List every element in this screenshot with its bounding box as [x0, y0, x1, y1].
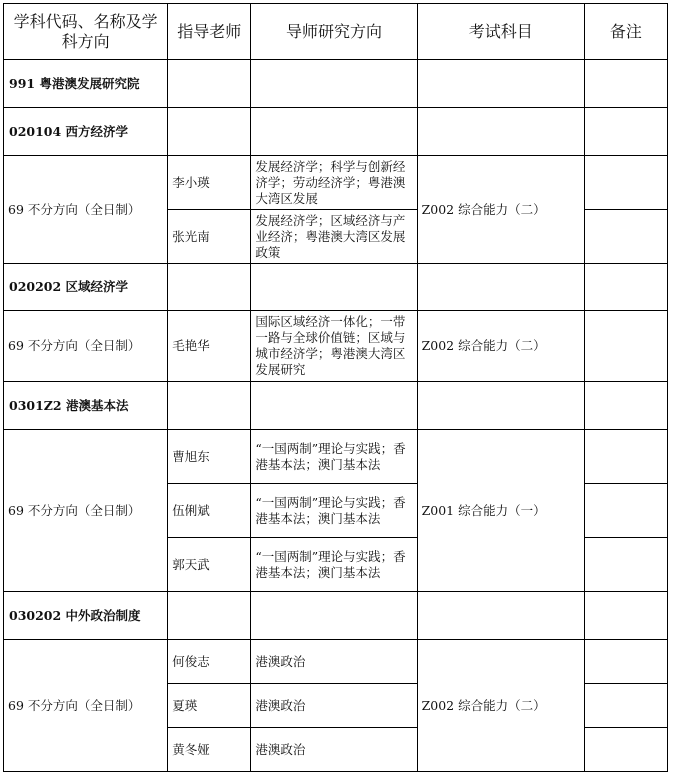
- research-topic: 港澳政治: [251, 640, 417, 684]
- note-cell: [584, 640, 667, 684]
- empty-cell: [251, 108, 417, 156]
- empty-cell: [417, 382, 584, 430]
- header-subject: 学科代码、名称及学科方向: [4, 4, 168, 60]
- tutor-name: 曹旭东: [168, 430, 251, 484]
- header-tutor: 指导老师: [168, 4, 251, 60]
- note-cell: [584, 728, 667, 772]
- note-cell: [584, 210, 667, 264]
- empty-cell: [584, 382, 667, 430]
- section-header-row: [4, 382, 668, 430]
- tutor-name: 伍俐斌: [168, 484, 251, 538]
- research-topic: 发展经济学；区域经济与产业经济；粤港澳大湾区发展政策: [251, 210, 417, 264]
- header-note: 备注: [584, 4, 667, 60]
- table-row: [4, 640, 668, 684]
- empty-cell: [251, 60, 417, 108]
- tutor-name: 夏瑛: [168, 684, 251, 728]
- header-research: 导师研究方向: [251, 4, 417, 60]
- empty-cell: [584, 592, 667, 640]
- empty-cell: [168, 60, 251, 108]
- research-topic: 港澳政治: [251, 684, 417, 728]
- empty-cell: [417, 60, 584, 108]
- empty-cell: [251, 592, 417, 640]
- table-row: [4, 311, 668, 382]
- research-topic: 港澳政治: [251, 728, 417, 772]
- program-table: [3, 3, 668, 772]
- empty-cell: [584, 108, 667, 156]
- tutor-name: 毛艳华: [168, 311, 251, 382]
- empty-cell: [168, 264, 251, 311]
- empty-cell: [417, 108, 584, 156]
- research-topic: “一国两制”理论与实践；香港基本法；澳门基本法: [251, 430, 417, 484]
- note-cell: [584, 311, 667, 382]
- tutor-name: 郭天武: [168, 538, 251, 592]
- table-row: [4, 156, 668, 210]
- institute-row: [4, 60, 668, 108]
- section-code: 020104 西方经济学: [4, 108, 168, 156]
- section-code: 020202 区域经济学: [4, 264, 168, 311]
- direction-cell: 69 不分方向（全日制）: [4, 430, 168, 592]
- note-cell: [584, 156, 667, 210]
- header-row: [4, 4, 668, 60]
- research-topic: 发展经济学；科学与创新经济学；劳动经济学；粤港澳大湾区发展: [251, 156, 417, 210]
- tutor-name: 何俊志: [168, 640, 251, 684]
- research-topic: “一国两制”理论与实践；香港基本法；澳门基本法: [251, 484, 417, 538]
- direction-cell: 69 不分方向（全日制）: [4, 156, 168, 264]
- direction-cell: 69 不分方向（全日制）: [4, 311, 168, 382]
- exam-subject: Z002 综合能力（二）: [417, 311, 584, 382]
- empty-cell: [417, 592, 584, 640]
- empty-cell: [168, 108, 251, 156]
- exam-subject: Z002 综合能力（二）: [417, 156, 584, 264]
- empty-cell: [251, 382, 417, 430]
- exam-subject: Z001 综合能力（一）: [417, 430, 584, 592]
- note-cell: [584, 484, 667, 538]
- tutor-name: 李小瑛: [168, 156, 251, 210]
- empty-cell: [168, 382, 251, 430]
- tutor-name: 张光南: [168, 210, 251, 264]
- section-code: 030202 中外政治制度: [4, 592, 168, 640]
- section-code: 0301Z2 港澳基本法: [4, 382, 168, 430]
- section-header-row: [4, 592, 668, 640]
- table-row: [4, 430, 668, 484]
- tutor-name: 黄冬娅: [168, 728, 251, 772]
- exam-subject: Z002 综合能力（二）: [417, 640, 584, 772]
- empty-cell: [251, 264, 417, 311]
- research-topic: 国际区域经济一体化；一带一路与全球价值链；区域与城市经济学；粤港澳大湾区发展研究: [251, 311, 417, 382]
- note-cell: [584, 538, 667, 592]
- empty-cell: [584, 60, 667, 108]
- section-header-row: [4, 264, 668, 311]
- note-cell: [584, 684, 667, 728]
- note-cell: [584, 430, 667, 484]
- research-topic: “一国两制”理论与实践；香港基本法；澳门基本法: [251, 538, 417, 592]
- empty-cell: [168, 592, 251, 640]
- empty-cell: [584, 264, 667, 311]
- direction-cell: 69 不分方向（全日制）: [4, 640, 168, 772]
- institute-label: 991 粤港澳发展研究院: [4, 60, 168, 108]
- header-exam: 考试科目: [417, 4, 584, 60]
- section-header-row: [4, 108, 668, 156]
- empty-cell: [417, 264, 584, 311]
